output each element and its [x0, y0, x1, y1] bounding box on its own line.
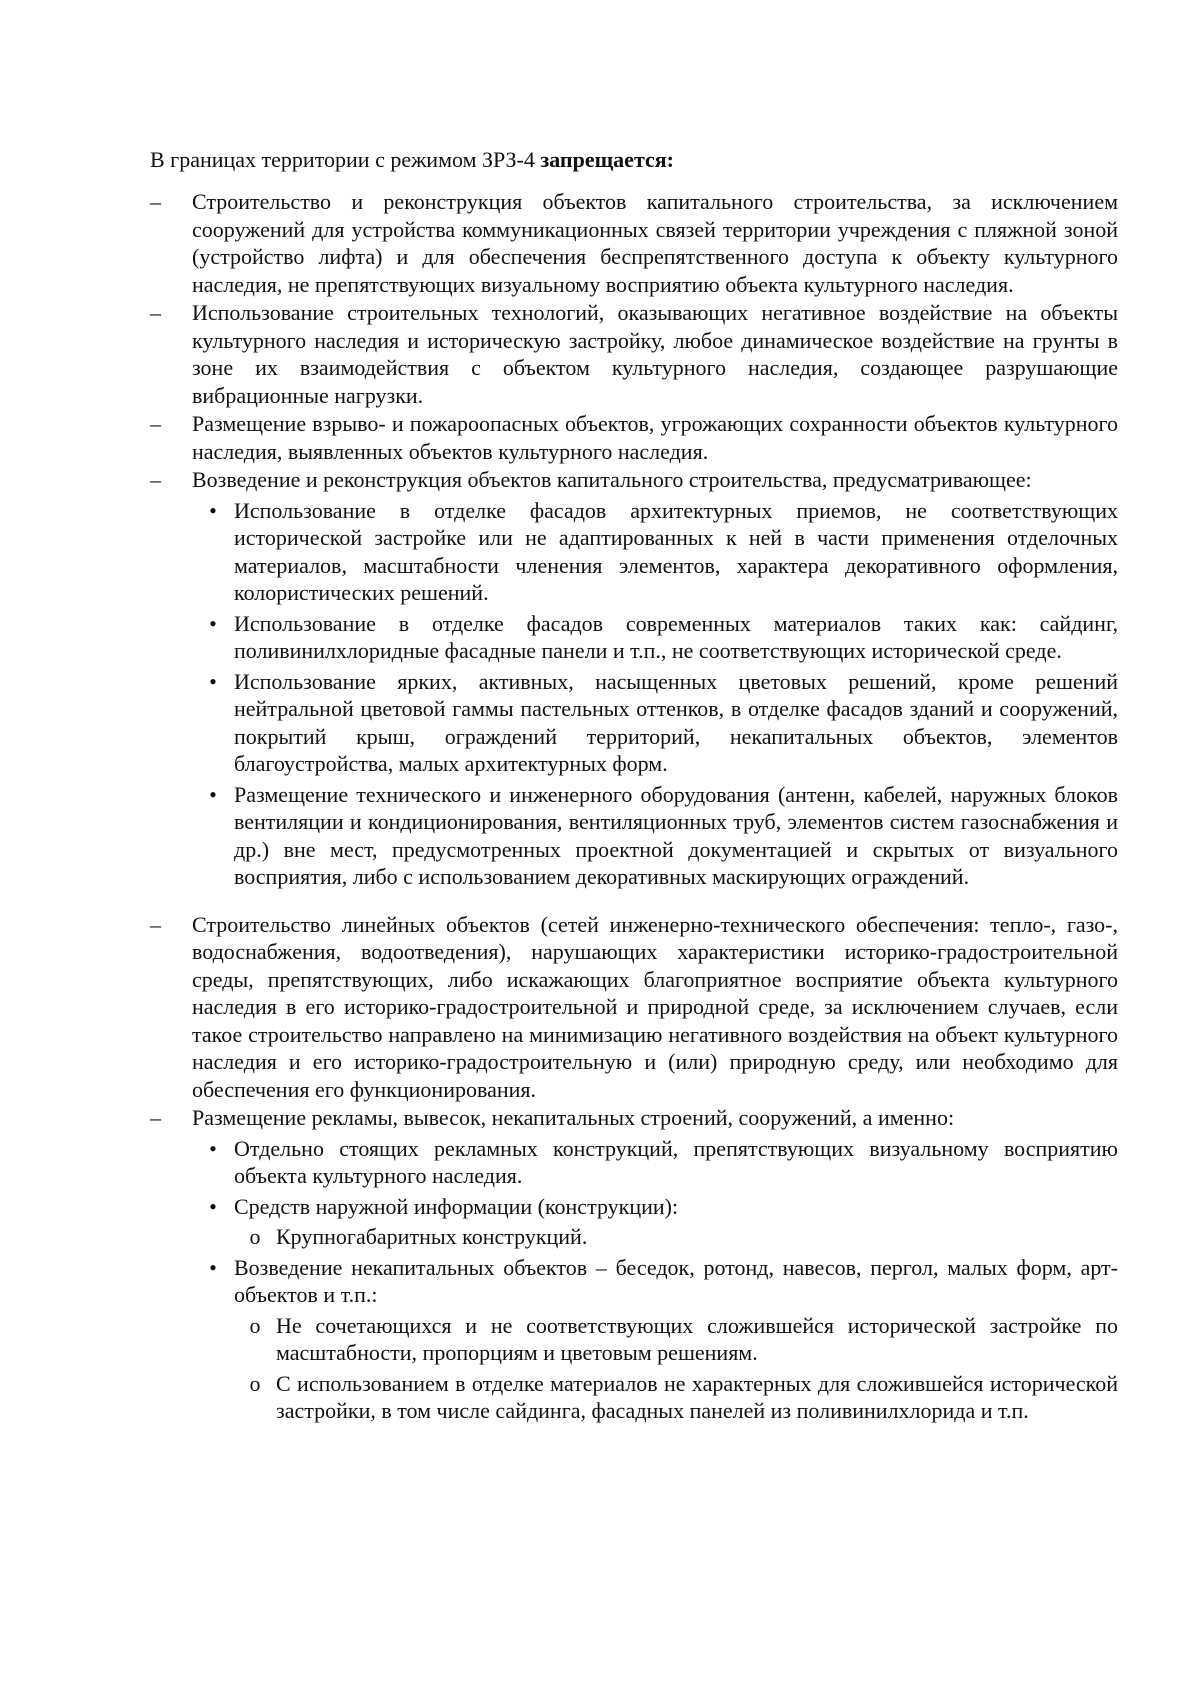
list-item [150, 188, 1118, 298]
item-text: Размещение взрыво- и пожароопасных объектов, угрожающих сохранности объектов культурного наследия, выявленных объектов культурного наследия. [192, 411, 1118, 464]
bullet-marker: • [209, 1135, 217, 1161]
sub-item [192, 781, 1118, 891]
sub-item-text: Отдельно стоящих рекламных конструкций, препятствующих визуальному восприятию объекта культурного наследия. [234, 1135, 1118, 1188]
dash-marker: – [150, 467, 161, 492]
item-text: Возведение и реконструкция объектов капитального строительства, предусматривающее: [192, 467, 1032, 492]
dash-marker: – [150, 300, 161, 325]
nested-item-text: Не сочетающихся и не соответствующих сложившейся исторической застройке по масштабности, пропорциям и цветовым решениям. [276, 1312, 1118, 1365]
bullet-marker: • [209, 1254, 217, 1280]
intro-line [150, 146, 1050, 174]
sub-item-text: Использование в отделке фасадов современных материалов таких как: сайдинг, поливинилхлоридные фасадные панели и т.п., не соответствующих исторической среде. [234, 610, 1118, 663]
circle-marker: o [249, 1312, 261, 1338]
intro-prefix: В границах территории с режимом ЗРЗ-4 [150, 147, 535, 172]
bullet-marker: • [209, 497, 217, 523]
bullet-marker: • [209, 781, 217, 807]
sub-item [192, 1254, 1118, 1425]
nested-item-text: С использованием в отделке материалов не характерных для сложившейся исторической застройки, в том числе сайдинга, фасадных панелей из поливинилхлорида и т.п. [276, 1370, 1118, 1423]
nested-item-text: Крупногабаритных конструкций. [276, 1224, 588, 1249]
item-text: Использование строительных технологий, оказывающих негативное воздействие на объекты культурного наследия и историческую застройку, любое динамическое воздействие на грунты в зоне их взаимодействия с объектом культурного наследия, создающее разрушающие вибрационные нагрузки. [192, 300, 1118, 408]
intro-emphasis: запрещается: [540, 147, 675, 172]
bullet-marker: • [209, 610, 217, 636]
list-item [150, 466, 1118, 891]
dash-marker: – [150, 411, 161, 436]
bullet-marker: • [209, 668, 217, 694]
sub-item [192, 668, 1118, 778]
sub-item-text: Использование в отделке фасадов архитектурных приемов, не соответствующих исторической застройке или не адаптированных к ней в части применения отделочных материалов, масштабности членения элементов, характера декоративного оформления, колористических решений. [234, 497, 1118, 605]
dash-marker: – [150, 1105, 161, 1130]
nested-item [234, 1312, 1118, 1367]
sub-item [192, 610, 1118, 665]
sub-item [192, 497, 1118, 607]
item-text: Строительство линейных объектов (сетей инженерно-технического обеспечения: тепло-, газо-, водоснабжения, водоотведения), нарушающих характеристики историко-градостроительной среды, препятствующих, либо искажающих благоприятное восприятие объекта культурного наследия в его историко-градостроительной и природной среде, за исключением случаев, если такое строительство направлено на минимизацию негативного воздействия на объект культурного наследия и его историко-градостроительную и (или) природную среду, или необходимо для обеспечения его функционирования. [192, 911, 1118, 1102]
list-item [150, 299, 1118, 409]
list-item [150, 1104, 1118, 1425]
item-text: Строительство и реконструкция объектов капитального строительства, за исключением сооружений для устройства коммуникационных связей территории учреждения с пляжной зоной (устройство лифта) и для обеспечения беспрепятственного доступа к объекту культурного наследия, не препятствующих визуальному восприятию объекта культурного наследия. [192, 189, 1118, 297]
sub-item-text: Использование ярких, активных, насыщенных цветовых решений, кроме решений нейтральной цветовой гаммы пастельных оттенков, в отделке фасадов зданий и сооружений, покрытий крыш, ограждений территорий, некапитальных объектов, элементов благоустройства, малых архитектурных форм. [234, 668, 1118, 776]
nested-item [234, 1223, 1118, 1251]
circle-marker: o [249, 1224, 261, 1249]
sub-item-text: Средств наружной информации (конструкции): [234, 1193, 679, 1219]
sub-item [192, 1193, 1118, 1251]
nested-item [234, 1370, 1118, 1425]
bullet-marker: • [209, 1193, 217, 1219]
item-text: Размещение рекламы, вывесок, некапитальных строений, сооружений, а именно: [192, 1105, 955, 1130]
list-item [150, 410, 1118, 465]
list-item [150, 911, 1118, 1104]
sub-item-text: Возведение некапитальных объектов – беседок, ротонд, навесов, пергол, малых форм, арт-объектов и т.п.: [234, 1254, 1118, 1307]
sub-item-text: Размещение технического и инженерного оборудования (антенн, кабелей, наружных блоков вентиляции и кондиционирования, вентиляционных труб, элементов систем газоснабжения и др.) вне мест, предусмотренных проектной документацией и скрытых от визуального восприятия, либо с использованием декоративных маскирующих ограждений. [234, 781, 1118, 889]
dash-marker: – [150, 911, 161, 937]
sub-item [192, 1135, 1118, 1190]
restrictions-list [150, 188, 1118, 1425]
dash-marker: – [150, 189, 161, 214]
circle-marker: o [249, 1370, 261, 1396]
